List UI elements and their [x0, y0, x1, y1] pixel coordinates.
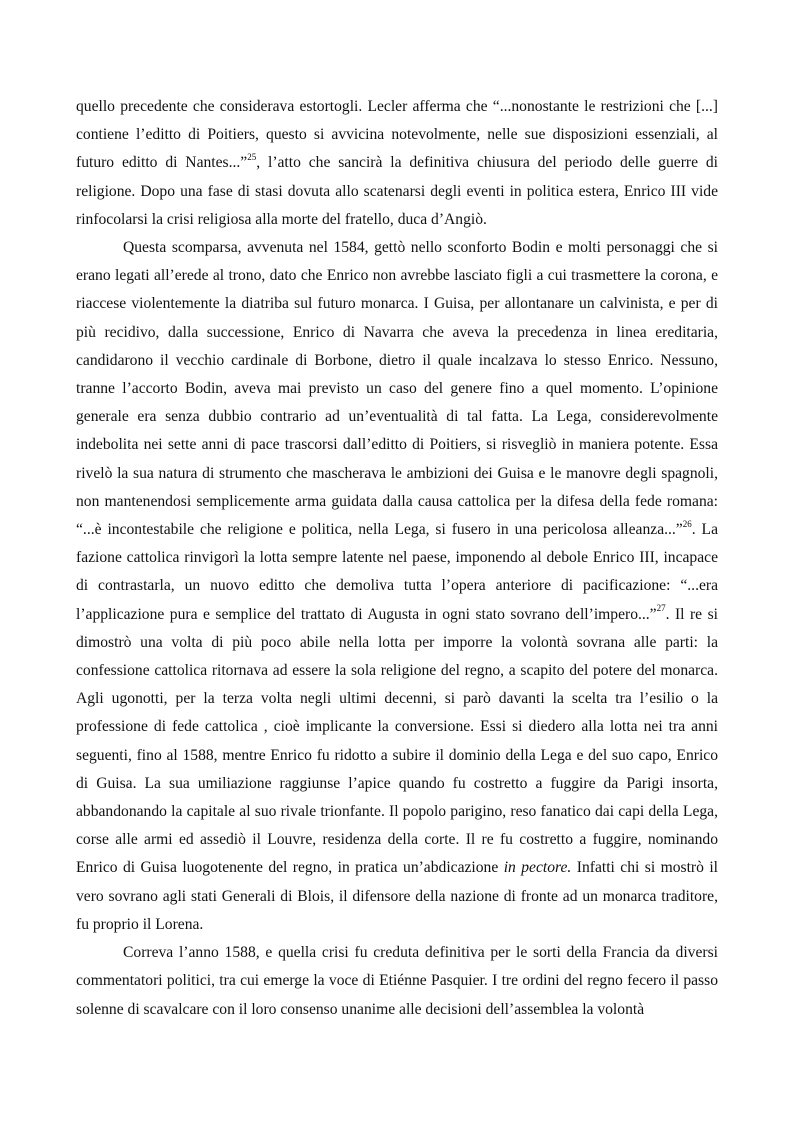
paragraph-1-tail: , l’atto che sancirà la definitiva chiusura del periodo delle guerre di religione. Dopo una fase di stasi dovuta allo scatenarsi degli eventi in politica estera, Enrico III vide rinfocolarsi la crisi religiosa alla morte del fratello, duca d’Angiò.: [76, 154, 718, 228]
footnote-ref-27: 27: [656, 603, 666, 614]
italic-in-pectore: in pectore.: [503, 859, 572, 877]
paragraph-2-part-3: . Il re si dimostrò una volta di più poco abile nella lotta per imporre la volontà sovrana alle parti: la confessione cattolica ritornava ad essere la sola religione del regno, a scapito del potere del monarca. Agli ugonotti, per la terza volta negli ultimi decenni, si parò davanti la scelta tra l’esilio o la professione di fede cattolica , cioè implicante la conversione. Essi si diedero alla lotta nei tra anni seguenti, fino al 1588, mentre Enrico fu ridotto a subire il dominio della Lega e del suo capo, Enrico di Guisa. La sua umiliazione raggiunse l’apice quando fu costretto a fuggire da Parigi insorta, abbandonando la capitale al suo rivale trionfante. Il popolo parigino, reso fanatico dai capi della Lega, corse alle armi ed assediò il Louvre, residenza della corte. Il re fu costretto a fuggire, nominando Enrico di Guisa luogotenente del regno, in pratica un’abdicazione: [76, 605, 718, 877]
paragraph-3-text: Correva l’anno 1588, e quella crisi fu creduta definitiva per le sorti della Francia da diversi commentatori politici, tra cui emerge la voce di Etiénne Pasquier. I tre ordini del regno fecero il passo solenne di scavalcare con il loro consenso unanime alle decisioni dell’assemblea la volontà: [76, 944, 718, 1018]
footnote-ref-25: 25: [247, 152, 257, 163]
footnote-ref-26: 26: [682, 518, 692, 529]
paragraph-1-text: quello precedente che considerava estortogli. Lecler afferma che “...nonostante le restrizioni che [...] contiene l’editto di Poitiers, questo si avvicina notevolmente, nelle sue disposizioni essenziali, al futuro editto di Nantes...”: [76, 98, 718, 172]
paragraph-1: [76, 93, 718, 234]
document-page: [76, 93, 718, 1024]
paragraph-3: [76, 939, 718, 1024]
paragraph-2-part-4: Infatti chi si mostrò il vero sovrano agli stati Generali di Blois, il difensore della nazione di fronte ad un monarca traditore, fu proprio il Lorena.: [76, 859, 719, 933]
paragraph-2: [76, 234, 718, 939]
paragraph-2-part-2: . La fazione cattolica rinvigorì la lotta sempre latente nel paese, imponendo al debole Enrico III, incapace di contrastarla, un nuovo editto che demoliva tutta l’opera anteriore di pacificazione: “...era l’applicazione pura e semplice del trattato di Augusta in ogni stato sovrano dell’impero...”: [76, 521, 718, 623]
paragraph-2-part-1: Questa scomparsa, avvenuta nel 1584, gettò nello sconforto Bodin e molti personaggi che si erano legati all’erede al trono, dato che Enrico non avrebbe lasciato figli a cui trasmettere la corona, e riaccese violentemente la diatriba sul futuro monarca. I Guisa, per allontanare un calvinista, e per di più recidivo, dalla successione, Enrico di Navarra che aveva la precedenza in linea ereditaria, candidarono il vecchio cardinale di Borbone, dietro il quale incalzava lo stesso Enrico. Nessuno, tranne l’accorto Bodin, aveva mai previsto un caso del genere fino a quel momento. L’opinione generale era senza dubbio contrario ad un’eventualità di tal fatta. La Lega, considerevolmente indebolita nei sette anni di pace trascorsi dall’editto di Poitiers, si risvegliò in maniera potente. Essa rivelò la sua natura di strumento che mascherava le ambizioni dei Guisa e le manovre degli spagnoli, non mantenendosi semplicemente arma guidata dalla causa cattolica per la difesa della fede romana: “...è incontestabile che religione e politica, nella Lega, si fusero in una pericolosa alleanza...”: [76, 239, 718, 539]
